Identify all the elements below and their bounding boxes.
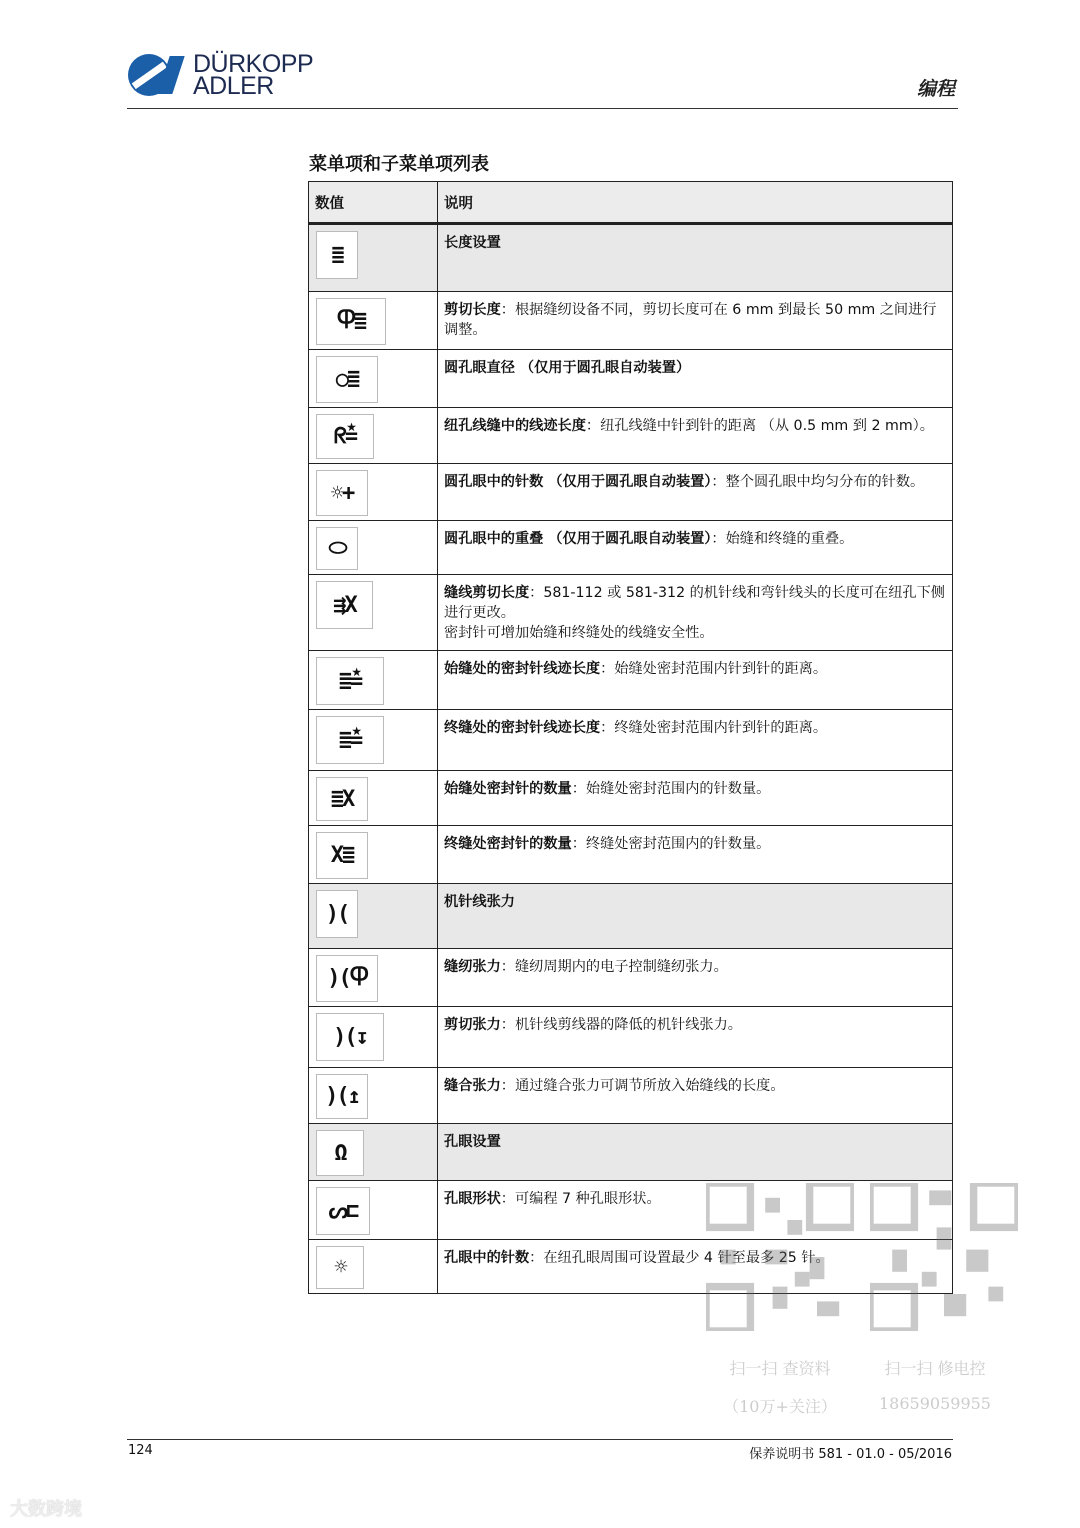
table-row [309,1181,953,1240]
value-cell [309,771,438,826]
document-reference: 保养说明书 581 - 01.0 - 05/2016 [749,1447,952,1462]
cut-length-icon: Ⴔ≣ [316,298,386,345]
description-cell [438,224,953,292]
section-label: 编程 [916,78,955,100]
item-title: 剪切长度 [444,302,501,318]
column-header-description: 说明 [438,182,953,224]
item-description: ：可编程 7 种孔眼形状。 [500,1191,661,1207]
item-description: ：终缝处密封范围内的针数量。 [571,836,771,852]
table-row [309,771,953,826]
value-cell [309,350,438,408]
table-row [309,1007,953,1068]
item-description: ：整个圆孔眼中均匀分布的针数。 [711,474,925,490]
start-tack-count-icon: ≣X [316,777,368,821]
value-cell [309,464,438,521]
eyelet-stitch-count-icon: ☼ [316,1246,364,1289]
end-tack-count-icon: X≣ [316,832,368,879]
ruler-setting-icon: ≣ [316,231,358,279]
description-cell [438,884,953,949]
column-header-value: 数值 [309,182,438,224]
table-row [309,651,953,710]
description-cell [438,651,953,710]
table-row [309,710,953,771]
description-cell [438,521,953,575]
logo-line-2: ADLER [193,72,274,100]
table-row [309,826,953,884]
round-eye-stitch-count-icon: ☼+ [316,470,368,516]
item-title: 纽孔线缝中的线迹长度 [444,418,586,434]
item-title: 缝合张力 [444,1078,501,1094]
needle-thread-tension-icon: )( [316,890,358,938]
item-description: ：始缝处密封范围内针到针的距离。 [600,661,828,677]
description-cell [438,949,953,1007]
item-description: ：根据缝纫设备不同，剪切长度可在 6 mm 到最长 50 mm 之间进行调整。 [444,302,937,338]
value-cell [309,521,438,575]
value-cell [309,1124,438,1181]
description-cell [438,292,953,350]
item-title: 始缝处的密封针线迹长度 [444,661,601,677]
value-cell [309,710,438,771]
item-title: 孔眼形状 [444,1191,501,1207]
item-description: ：缝纫周期内的电子控制缝纫张力。 [500,959,728,975]
description-cell [438,826,953,884]
table-row [309,224,953,292]
table-title: 菜单项和子菜单项列表 [309,154,489,175]
item-title: 机针线张力 [444,894,515,910]
sewing-tension-icon: )(Ⴔ [316,955,378,1002]
table-row [309,949,953,1007]
table-row [309,292,953,350]
closing-tension-icon: )(↥ [316,1074,368,1119]
table-header-row [309,182,953,224]
item-description: ：在纽孔眼周围可设置最少 4 针至最多 25 针。 [529,1250,830,1266]
value-cell [309,651,438,710]
item-title: 长度设置 [444,235,501,251]
item-description: ：581-112 或 581-312 的机针线和弯针线头的长度可在纽孔下侧进行更改。 密封针可增加始缝和终缝处的线缝安全性。 [444,585,945,641]
description-cell [438,771,953,826]
item-title: 孔眼中的针数 [444,1250,530,1266]
item-description: ：始缝和终缝的重叠。 [711,531,854,547]
thread-cut-length-icon: ⇶X [316,581,373,629]
value-cell [309,1068,438,1124]
header-divider [127,108,958,109]
value-cell [309,575,438,651]
item-title: 终缝处密封针的数量 [444,836,572,852]
menu-items-table [308,181,953,1294]
value-cell [309,949,438,1007]
item-title: 孔眼设置 [444,1134,501,1150]
value-cell [309,1007,438,1068]
item-description: ：终缝处密封范围内针到针的距离。 [600,720,828,736]
footer-divider [127,1439,953,1440]
duerkopp-adler-logo-icon [127,52,187,98]
value-cell [309,292,438,350]
table-row [309,521,953,575]
page-number: 124 [128,1443,153,1458]
qr-code-icon [870,1183,1018,1331]
qr-caption: （10万+关注） [723,1397,837,1416]
qr-caption: 扫一扫 查资料 [729,1359,831,1378]
description-cell [438,1068,953,1124]
item-title: 圆孔眼直径 （仅用于圆孔眼自动装置） [444,360,691,376]
item-description: ：通过缝合张力可调节所放入始缝线的长度。 [500,1078,785,1094]
value-cell [309,408,438,464]
end-tack-length-icon: ≣≛ [316,716,384,764]
description-cell [438,350,953,408]
round-eye-diameter-icon: ○≣ [316,356,378,403]
description-cell [438,1007,953,1068]
cut-tension-icon: )(↧ [316,1013,384,1061]
table-row [309,350,953,408]
item-description: ：机针线剪线器的降低的机针线张力。 [500,1017,742,1033]
item-title: 剪切张力 [444,1017,501,1033]
description-cell [438,408,953,464]
value-cell [309,884,438,949]
value-cell [309,1240,438,1294]
item-title: 缝纫张力 [444,959,501,975]
table-row [309,1124,953,1181]
company-logo [127,52,313,98]
item-description: ：始缝处密封范围内的针数量。 [571,781,771,797]
round-eye-overlap-icon: ⬭ [316,527,358,570]
description-cell [438,1124,953,1181]
table-row [309,1240,953,1294]
logo-line-1: DÜRKOPP [193,50,314,78]
start-tack-length-icon: ≣≛ [316,657,384,705]
table-row [309,575,953,651]
qr-code-icon [706,1183,854,1331]
item-title: 圆孔眼中的针数 （仅用于圆孔眼自动装置） [444,474,712,490]
qr-caption: 扫一扫 修电控 [884,1359,986,1378]
value-cell [309,224,438,292]
item-title: 终缝处的密封针线迹长度 [444,720,601,736]
stitch-length-icon: ᖇ≛ [316,414,374,459]
brand-watermark: 大数跨境 [10,1499,82,1520]
item-title: 圆孔眼中的重叠 （仅用于圆孔眼自动装置） [444,531,712,547]
item-title: 始缝处密封针的数量 [444,781,572,797]
table-row [309,884,953,949]
table-row [309,464,953,521]
item-description: ：纽孔线缝中针到针的距离 （从 0.5 mm 到 2 mm）。 [585,418,934,434]
description-cell [438,464,953,521]
value-cell [309,1181,438,1240]
eyelet-shape-icon: ᔕ⊏ [316,1187,370,1235]
item-title: 缝线剪切长度 [444,585,530,601]
table-row [309,408,953,464]
table-row [309,1068,953,1124]
description-cell [438,575,953,651]
description-cell [438,710,953,771]
eyelet-setting-icon: Ω [316,1130,364,1176]
qr-caption: 18659059955 [879,1394,991,1413]
value-cell [309,826,438,884]
